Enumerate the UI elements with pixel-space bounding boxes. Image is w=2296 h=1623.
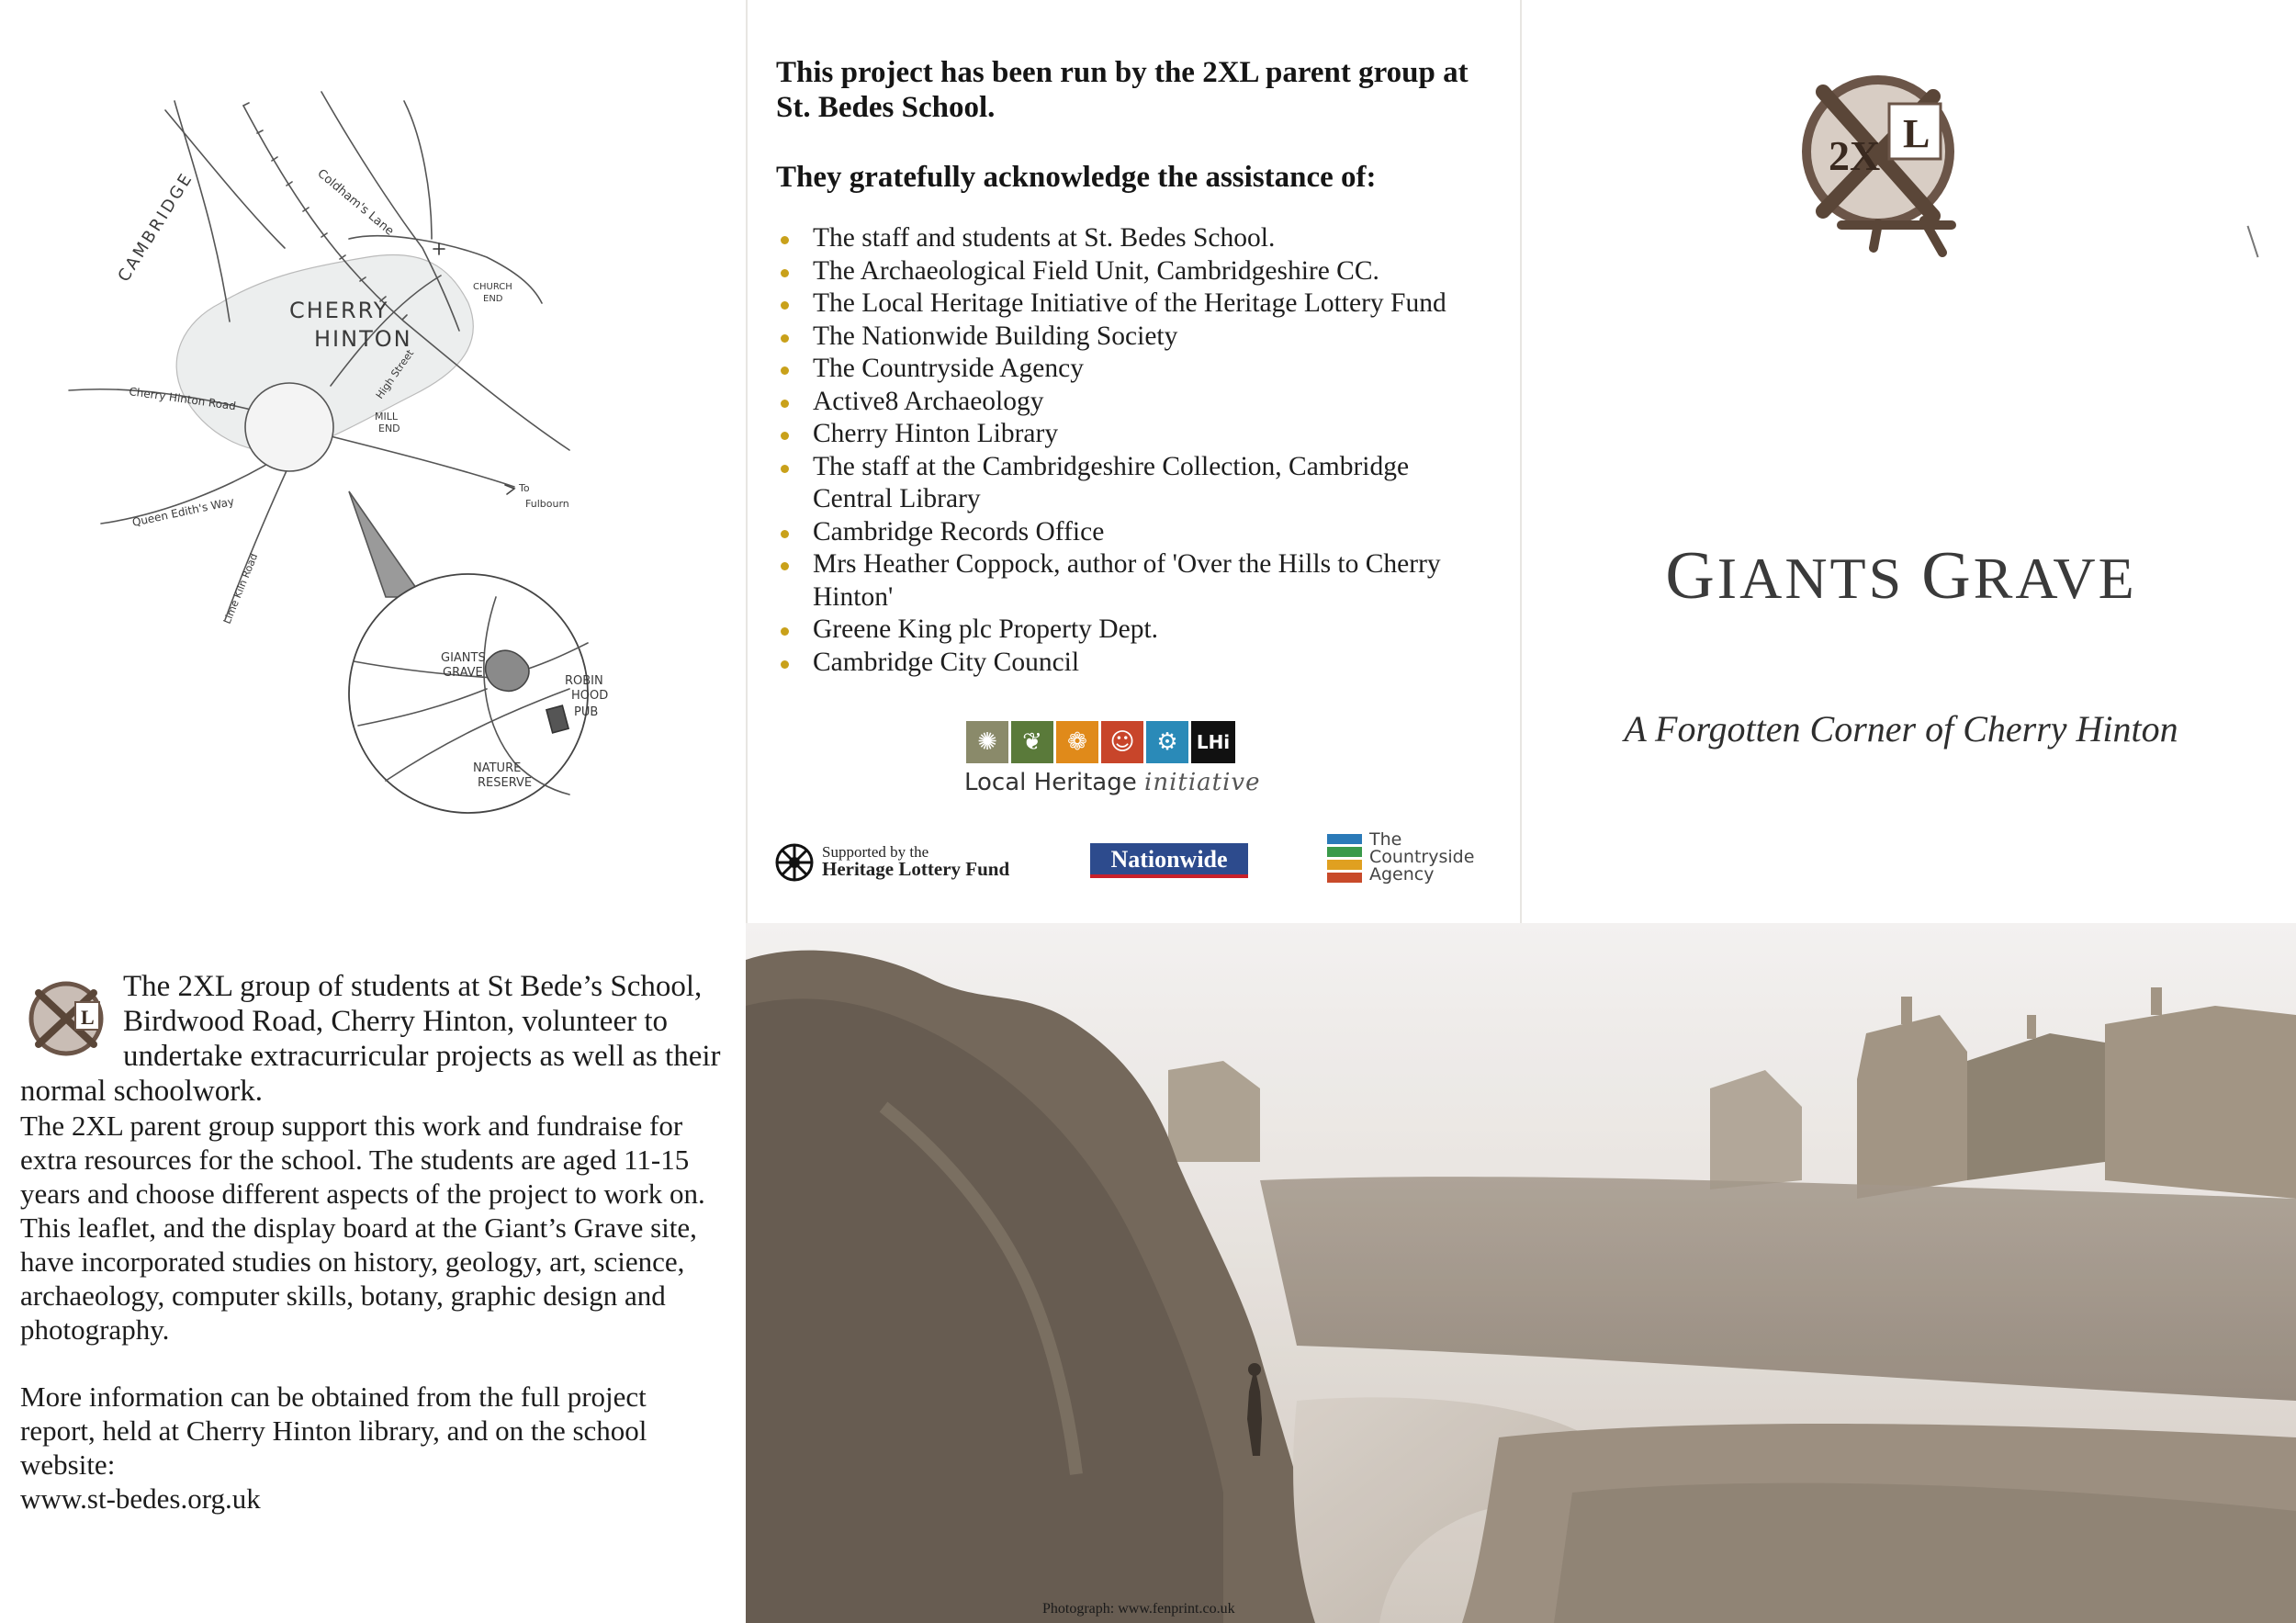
list-item: Mrs Heather Coppock, author of 'Over the Hills to Cherry Hinton' [776,548,1492,614]
map-label-church-end: CHURCH [473,282,512,292]
map-label-cherry-hinton-road: Cherry Hinton Road [128,385,237,413]
map-label-mill-end-2: END [378,423,400,434]
countryside-bar [1327,847,1362,857]
lhi-badge: LHi [1191,721,1235,763]
logo-small-letter: L [81,1006,95,1029]
title-initial: G [1921,538,1974,614]
map-label-church-end-2: END [483,294,503,304]
map-pointer [349,491,422,597]
map-label-limekiln-road: Lime Kiln Road [220,551,261,626]
map-label-giants-grave: GIANTS [441,651,486,665]
lhi-text [964,769,1267,796]
flower-icon: ❁ [1056,721,1098,763]
list-item: Cambridge City Council [776,647,1492,680]
road-north [404,101,432,239]
logo-letters-2x: 2X [1829,132,1881,179]
countryside-bars [1327,834,1362,885]
scan-mark [2246,226,2258,258]
countryside-text [1369,831,1474,884]
countryside-line-2: Countryside [1369,847,1475,867]
historic-photograph [746,923,2296,1623]
2xl-logo [1786,60,1970,262]
local-heritage-initiative-logo [964,721,1267,813]
about-more-info: More information can be obtained from the full project report, held at Cherry Hinton library, and on the school website: [20,1381,647,1481]
about-intro: The 2XL group of students at St Bede’s School, Birdwood Road, Cherry Hinton, volunteer to undertake extracurricular projects as well as their normal schoolwork. [20,970,721,1108]
map-label-robin-hood-pub-2: HOOD [571,689,609,703]
map-label-queen-ediths-way: Queen Edith's Way [130,494,236,529]
photo-credit: Photograph: www.fenprint.co.uk [1042,1601,1235,1617]
map-label-cambridge: CAMBRIDGE [114,168,197,286]
list-item: The Countryside Agency [776,353,1492,386]
location-map [55,83,643,817]
2xl-logo-small [20,973,112,1065]
map-label-coldhams-lane: Coldham's Lane [314,166,397,239]
list-item: Cherry Hinton Library [776,418,1492,451]
list-item: Cambridge Records Office [776,516,1492,549]
lhi-tiles [966,721,1267,763]
countryside-bar [1327,860,1362,870]
project-heading: This project has been run by the 2XL parent group at St. Bedes School. [776,56,1469,124]
list-item: The staff and students at St. Bedes School. [776,222,1492,255]
acknowledgements-section [776,55,1492,679]
map-label-nature-reserve-2: RESERVE [478,776,533,790]
leaf-icon: ❦ [1011,721,1053,763]
about-website: www.st-bedes.org.uk [20,1482,261,1515]
list-item: The Nationwide Building Society [776,321,1492,354]
title-part: RAVE [1973,546,2137,611]
countryside-bar [1327,873,1362,883]
hlf-wheel-icon [774,842,815,883]
acknowledge-heading: They gratefully acknowledge the assistance of: [776,161,1377,194]
list-item: Greene King plc Property Dept. [776,614,1492,647]
map-label-robin-hood-pub: ROBIN [565,674,603,688]
list-item: The Archaeological Field Unit, Cambridgeshire CC. [776,255,1492,288]
countryside-line-1: The [1369,829,1402,850]
roundabout [245,383,333,471]
road-fulbourn [312,432,514,487]
map-label-to-fulbourn: To [519,482,530,494]
map-label-giants-grave-2: GRAVE [443,666,483,680]
countryside-line-3: Agency [1369,864,1435,885]
list-item: Active8 Archaeology [776,386,1492,419]
lhi-text-main: Local Heritage [964,769,1145,796]
map-label-cherry: CHERRY [289,298,389,323]
map-label-hinton: HINTON [314,326,412,352]
cog-icon: ⚙ [1146,721,1188,763]
about-section [20,969,727,1516]
map-label-nature-reserve: NATURE [473,761,522,775]
acknowledgements-list [776,222,1492,679]
page-subtitle: A Forgotten Corner of Cherry Hinton [1624,708,2178,750]
page-title [1520,537,2282,615]
road-west [174,101,230,321]
face-icon: ☺ [1101,721,1143,763]
sun-icon: ✺ [966,721,1008,763]
countryside-agency-logo [1327,831,1492,886]
map-label-mill-end: MILL [375,411,398,423]
heritage-lottery-fund-logo [774,840,1041,886]
nationwide-logo: Nationwide [1090,843,1248,878]
about-parent-group: The 2XL parent group support this work and fundraise for extra resources for the school. The students are aged 11-15 years and choose different aspects of the project to work on. This leaflet, and the display board at the Giant’s Grave site, have incorporated studies on history, geology, art, science, archaeology, computer skills, botany, graphic design and photography. [20,1110,705,1346]
hlf-line-2: Heritage Lottery Fund [822,858,1010,880]
map-label-high-street: High Street [373,347,417,401]
hlf-line-1: Supported by the [822,843,929,861]
map-label-to-fulbourn-2: Fulbourn [525,498,569,510]
lhi-text-italic: initiative [1144,769,1261,796]
title-part: IANTS [1716,546,1922,611]
list-item: The staff at the Cambridgeshire Collection, Cambridge Central Library [776,451,1492,516]
title-initial: G [1665,538,1717,614]
map-inset [349,574,588,813]
map-label-robin-hood-pub-3: PUB [574,705,599,719]
countryside-bar [1327,834,1362,844]
logo-letter-l: L [1903,111,1930,156]
list-item: The Local Heritage Initiative of the Heritage Lottery Fund [776,287,1492,321]
hlf-text [822,843,1009,879]
